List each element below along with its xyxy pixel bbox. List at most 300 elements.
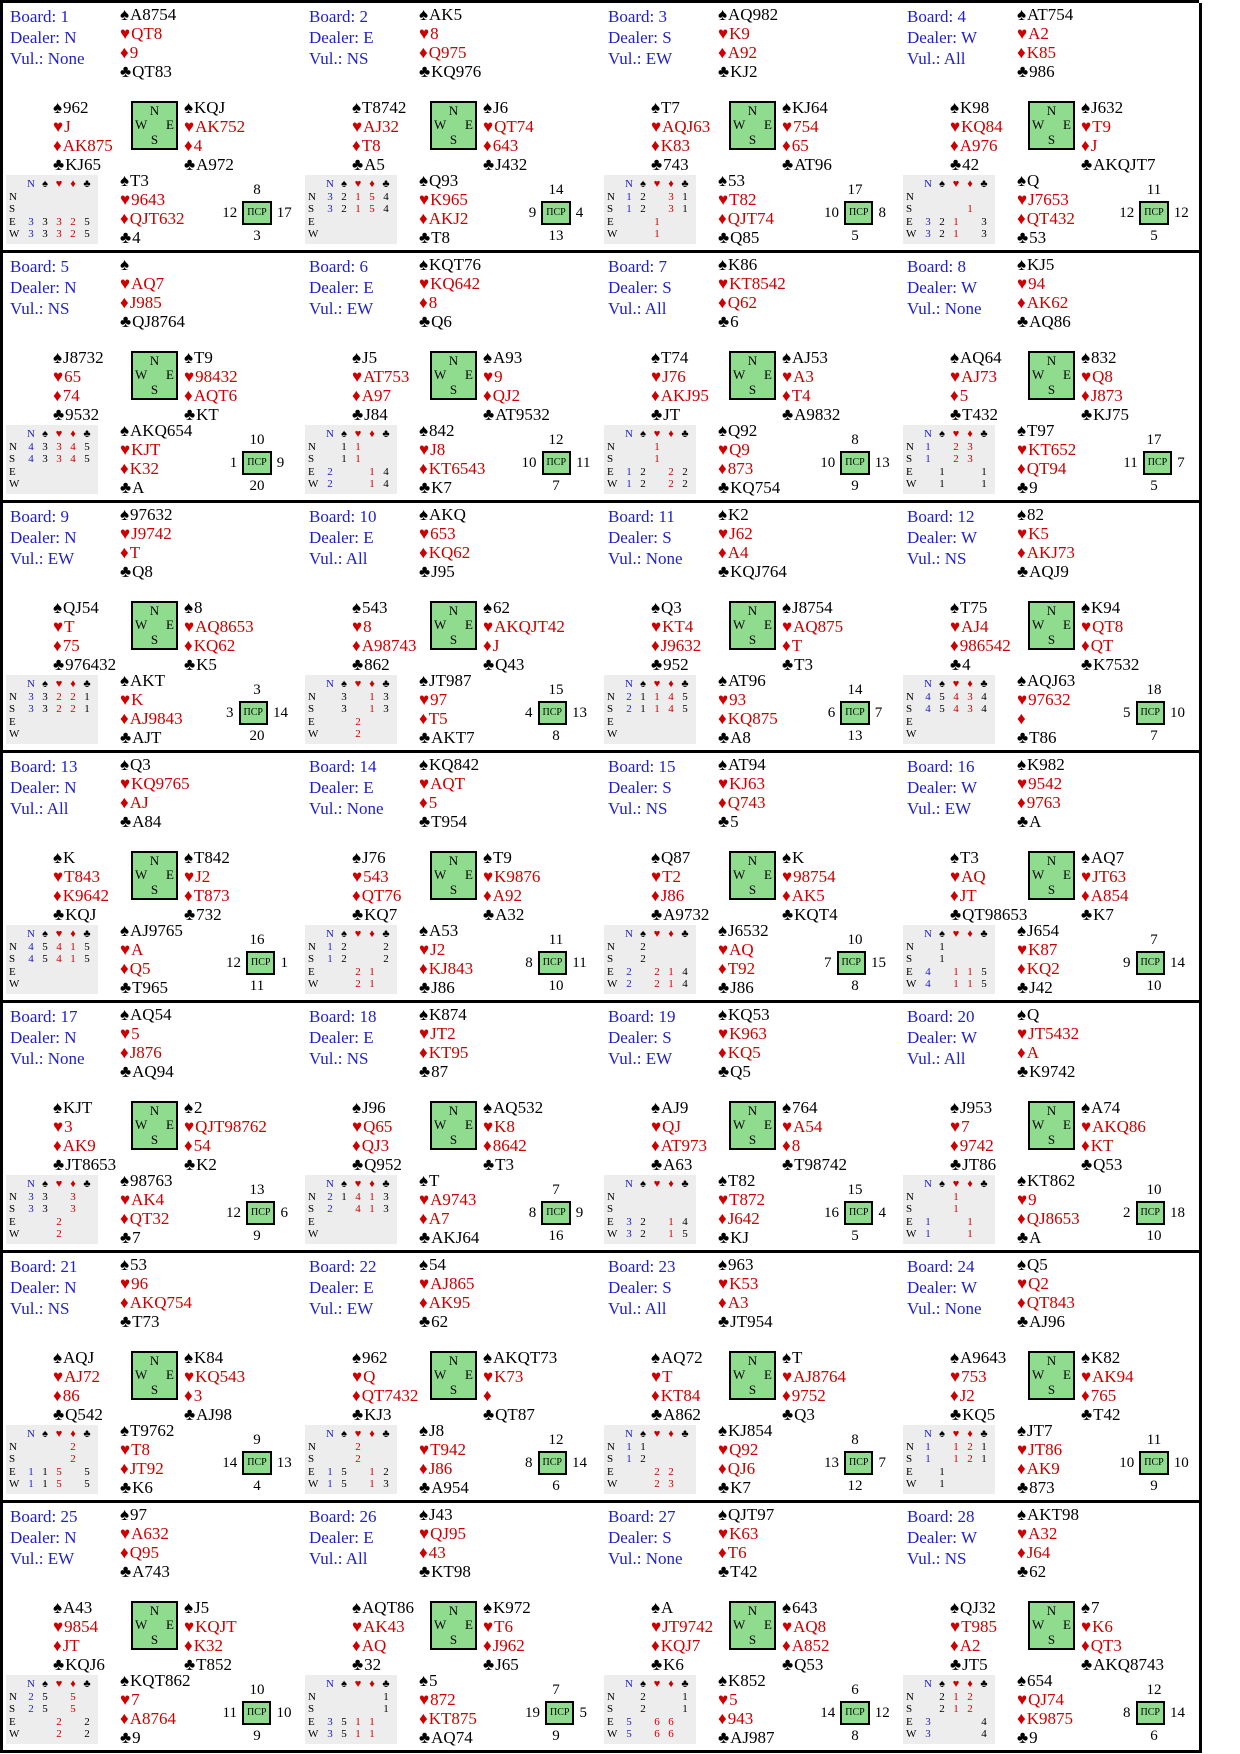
board-number-line bbox=[608, 1506, 683, 1527]
south-hearts-cards: J8 bbox=[430, 440, 446, 459]
north-spades-cards: K982 bbox=[1027, 755, 1065, 774]
club-icon: ♣ bbox=[419, 728, 431, 747]
dd-row-label-e: E bbox=[607, 465, 614, 478]
compass-west-label: W bbox=[135, 866, 148, 882]
dd-e-clubs: 2 bbox=[682, 465, 688, 478]
dd-e-hearts: 6 bbox=[654, 1715, 660, 1728]
hcp-south: 16 bbox=[548, 1228, 564, 1244]
board-info bbox=[309, 756, 384, 819]
dd-w-clubs: 4 bbox=[383, 478, 389, 490]
dd-s-hearts bbox=[351, 1703, 365, 1716]
dd-header-notrump: N bbox=[625, 678, 633, 690]
club-icon: ♣ bbox=[651, 1405, 663, 1424]
dd-w-nt bbox=[24, 478, 38, 491]
dd-e-spades bbox=[935, 716, 949, 729]
spade-icon: ♠ bbox=[419, 5, 429, 24]
dd-w-diamonds: 1 bbox=[967, 1228, 973, 1240]
diamond-icon: ♦ bbox=[184, 136, 193, 155]
east-diamonds bbox=[782, 386, 840, 405]
dd-header-notrump: N bbox=[27, 1678, 35, 1690]
dd-w-clubs bbox=[379, 228, 393, 241]
compass-rose bbox=[131, 101, 178, 150]
dd-header-notrump: N bbox=[27, 1428, 35, 1440]
dd-e-clubs bbox=[678, 216, 692, 229]
dd-e-clubs bbox=[977, 1216, 991, 1229]
east-hearts-cards: AQ8653 bbox=[195, 617, 254, 636]
west-diamonds bbox=[53, 1386, 103, 1405]
west-diamonds bbox=[651, 1136, 707, 1155]
dd-header-notrump: N bbox=[924, 1178, 932, 1190]
east-hearts-cards: KQJT bbox=[195, 1617, 237, 1636]
compass-west-label: W bbox=[434, 866, 447, 882]
north-hand bbox=[419, 5, 481, 81]
hcp-south: 9 bbox=[253, 1728, 261, 1744]
vul-label: Vul.: bbox=[10, 549, 44, 568]
dd-corner bbox=[308, 428, 323, 441]
diamond-icon: ♦ bbox=[668, 928, 674, 940]
heart-icon: ♥ bbox=[1017, 1690, 1028, 1709]
east-spades-cards: K82 bbox=[1091, 1348, 1121, 1367]
hcp-cross bbox=[1112, 681, 1196, 745]
diamond-icon: ♦ bbox=[120, 1709, 129, 1728]
heart-icon: ♥ bbox=[718, 1440, 729, 1459]
board-label: Board: bbox=[10, 1257, 57, 1276]
diamond-icon: ♦ bbox=[70, 678, 76, 690]
diamond-icon: ♦ bbox=[419, 209, 428, 228]
hcp-north: 17 bbox=[847, 182, 863, 198]
dealer-value: W bbox=[960, 1528, 978, 1547]
dd-row-label-s: S bbox=[607, 453, 614, 465]
dd-header-notrump: N bbox=[625, 1178, 633, 1190]
spade-icon: ♠ bbox=[1081, 1598, 1091, 1617]
east-hand bbox=[483, 848, 540, 924]
vul-label: Vul.: bbox=[907, 799, 941, 818]
south-diamonds bbox=[1017, 959, 1060, 978]
east-hearts bbox=[1081, 617, 1139, 636]
dd-n-spades: 1 bbox=[640, 690, 646, 703]
club-icon: ♣ bbox=[352, 655, 364, 674]
west-hearts bbox=[651, 867, 709, 886]
dd-w-diamonds bbox=[963, 1728, 977, 1741]
east-hearts bbox=[1081, 117, 1156, 136]
hcp-north: 3 bbox=[253, 682, 261, 698]
south-hearts bbox=[718, 440, 780, 459]
diamond-icon: ♦ bbox=[419, 43, 428, 62]
east-diamonds bbox=[184, 1386, 245, 1405]
dd-e-spades: 2 bbox=[640, 465, 646, 478]
west-hearts bbox=[352, 617, 416, 636]
diamond-icon: ♦ bbox=[782, 636, 791, 655]
diamond-icon: ♦ bbox=[651, 386, 660, 405]
hcp-middle-row bbox=[813, 201, 897, 225]
north-spades bbox=[419, 505, 470, 524]
diamond-icon: ♦ bbox=[718, 959, 727, 978]
north-diamonds-cards: 9763 bbox=[1026, 793, 1061, 812]
south-clubs-cards: AJ987 bbox=[730, 1728, 775, 1747]
dd-row-label-w: W bbox=[308, 478, 319, 490]
board-info bbox=[608, 756, 676, 819]
dd-s-spades bbox=[935, 453, 949, 466]
heart-icon: ♥ bbox=[950, 1617, 961, 1636]
dd-s-spades: 1 bbox=[341, 453, 347, 465]
spade-icon: ♠ bbox=[341, 1428, 347, 1440]
dd-e-diamonds bbox=[664, 216, 678, 229]
board-cell bbox=[900, 1253, 1202, 1503]
dd-w-hearts bbox=[949, 1228, 963, 1241]
club-icon: ♣ bbox=[352, 155, 364, 174]
north-hearts bbox=[120, 1524, 170, 1543]
south-diamonds-cards: J86 bbox=[428, 1459, 453, 1478]
heart-icon: ♥ bbox=[354, 428, 362, 440]
spade-icon: ♠ bbox=[120, 1255, 130, 1274]
compass-north-label: N bbox=[747, 853, 758, 868]
north-spades-cards: KQ53 bbox=[728, 1005, 770, 1024]
east-clubs-cards: AKQ8743 bbox=[1093, 1655, 1164, 1674]
dd-e-clubs: 5 bbox=[981, 965, 987, 978]
west-hearts-cards: KT4 bbox=[662, 617, 694, 636]
hcp-south: 9 bbox=[552, 1728, 560, 1744]
hcp-south: 8 bbox=[851, 1728, 859, 1744]
club-icon: ♣ bbox=[980, 678, 988, 690]
compass-west-label: W bbox=[1032, 116, 1045, 132]
dd-e-clubs: 3 bbox=[981, 215, 987, 228]
north-clubs bbox=[120, 312, 185, 331]
dd-e-clubs: 4 bbox=[682, 965, 688, 978]
compass-north-label: N bbox=[149, 103, 160, 118]
vul-label: Vul.: bbox=[907, 1549, 941, 1568]
dd-w-diamonds bbox=[963, 228, 977, 241]
north-diamonds bbox=[718, 1043, 770, 1062]
south-hand bbox=[1017, 171, 1075, 247]
east-clubs-cards: AJ98 bbox=[196, 1405, 233, 1424]
dd-s-clubs: 5 bbox=[84, 953, 90, 965]
club-icon: ♣ bbox=[419, 478, 431, 497]
compass-west-label: W bbox=[434, 616, 447, 632]
south-spades bbox=[120, 1171, 173, 1190]
north-clubs bbox=[120, 812, 190, 831]
east-hand bbox=[483, 98, 534, 174]
diamond-icon: ♦ bbox=[120, 1543, 129, 1562]
west-hearts-cards: AK43 bbox=[363, 1617, 405, 1636]
north-diamonds-cards: 5 bbox=[428, 793, 438, 812]
west-hearts-cards: AJ4 bbox=[961, 617, 989, 636]
east-clubs-cards: KQT4 bbox=[794, 905, 838, 924]
west-hearts bbox=[651, 617, 701, 636]
west-spades bbox=[651, 1598, 713, 1617]
north-diamonds-cards: 8 bbox=[428, 293, 438, 312]
dd-row-label-s: S bbox=[308, 203, 315, 215]
compass-rose bbox=[1028, 101, 1075, 150]
spade-icon: ♠ bbox=[640, 678, 646, 690]
east-hand bbox=[184, 1598, 237, 1674]
dd-s-hearts: 1 bbox=[355, 453, 361, 465]
west-diamonds bbox=[53, 636, 116, 655]
dd-w-diamonds: 2 bbox=[70, 228, 76, 240]
dd-w-clubs: 5 bbox=[84, 1478, 90, 1490]
compass-west-label: W bbox=[135, 1616, 148, 1632]
hcp-east: 14 bbox=[1169, 1705, 1185, 1721]
compass-north-label: N bbox=[448, 853, 459, 868]
south-clubs-cards: T8 bbox=[431, 228, 451, 247]
diamond-icon: ♦ bbox=[782, 136, 791, 155]
board-info bbox=[608, 256, 672, 319]
dd-e-hearts bbox=[949, 716, 963, 729]
dd-w-nt: 1 bbox=[626, 478, 632, 490]
north-diamonds bbox=[120, 793, 190, 812]
dd-e-spades bbox=[38, 1716, 52, 1729]
diamond-icon: ♦ bbox=[967, 428, 973, 440]
vul-line bbox=[907, 298, 982, 319]
heart-icon: ♥ bbox=[53, 867, 64, 886]
dd-w-clubs: 4 bbox=[682, 978, 688, 990]
east-spades bbox=[483, 348, 550, 367]
dd-s-nt bbox=[323, 453, 337, 466]
dd-e-nt bbox=[323, 1216, 337, 1229]
north-clubs-cards: 6 bbox=[730, 312, 739, 331]
board-cell bbox=[302, 1253, 604, 1503]
board-info bbox=[10, 256, 77, 319]
dd-row-label-n: N bbox=[906, 1190, 914, 1203]
north-spades-cards: KQT76 bbox=[429, 255, 481, 274]
club-icon: ♣ bbox=[1081, 905, 1093, 924]
vul-value: EW bbox=[47, 1549, 75, 1568]
south-diamonds bbox=[718, 959, 769, 978]
east-diamonds-cards: KQ62 bbox=[193, 636, 236, 655]
south-hearts bbox=[718, 940, 769, 959]
board-number-line bbox=[309, 1256, 377, 1277]
south-spades bbox=[718, 671, 778, 690]
dd-e-diamonds: 1 bbox=[369, 965, 375, 978]
north-diamonds bbox=[120, 293, 185, 312]
east-spades-cards: AJ53 bbox=[792, 348, 828, 367]
double-dummy-table bbox=[903, 1675, 995, 1744]
dd-n-clubs: 1 bbox=[383, 1690, 389, 1703]
north-diamonds-cards: T6 bbox=[727, 1543, 747, 1562]
dd-row-label-w: W bbox=[308, 978, 319, 990]
south-spades-cards: 5 bbox=[429, 1671, 438, 1690]
dd-w-clubs bbox=[80, 978, 94, 991]
spade-icon: ♠ bbox=[352, 1598, 362, 1617]
heart-icon: ♥ bbox=[718, 1274, 729, 1293]
board-label: Board: bbox=[10, 757, 57, 776]
dd-e-hearts bbox=[650, 1216, 664, 1229]
east-hand bbox=[782, 1098, 847, 1174]
south-hearts bbox=[1017, 1190, 1080, 1209]
heart-icon: ♥ bbox=[718, 940, 729, 959]
board-cell bbox=[601, 503, 903, 753]
diamond-icon: ♦ bbox=[419, 1043, 428, 1062]
dd-header-notrump: N bbox=[924, 928, 932, 940]
heart-icon: ♥ bbox=[1017, 774, 1028, 793]
compass-south-label: S bbox=[1047, 132, 1056, 147]
dd-e-hearts bbox=[650, 716, 664, 729]
spade-icon: ♠ bbox=[718, 755, 728, 774]
compass-rose bbox=[729, 1601, 776, 1650]
hcp-middle-row bbox=[215, 1201, 299, 1225]
club-icon: ♣ bbox=[1081, 655, 1093, 674]
club-icon: ♣ bbox=[419, 1312, 431, 1331]
dd-n-diamonds bbox=[963, 191, 977, 204]
dealer-value: W bbox=[960, 278, 978, 297]
north-hand bbox=[718, 5, 778, 81]
spade-icon: ♠ bbox=[53, 348, 63, 367]
diamond-icon: ♦ bbox=[718, 1543, 727, 1562]
west-hearts-cards: 65 bbox=[64, 367, 82, 386]
east-clubs-cards: T98742 bbox=[794, 1155, 848, 1174]
dealer-label: Dealer: bbox=[608, 1028, 659, 1047]
diamond-icon: ♦ bbox=[120, 459, 129, 478]
compass-west-label: W bbox=[135, 1116, 148, 1132]
dd-row-label-n: N bbox=[308, 1440, 316, 1453]
dd-s-hearts bbox=[949, 203, 963, 216]
dd-s-diamonds: 3 bbox=[70, 1203, 76, 1215]
north-spades-cards: AKQ bbox=[429, 505, 466, 524]
west-hand bbox=[950, 1098, 996, 1174]
west-hearts-cards: QJ bbox=[662, 1117, 681, 1136]
east-hearts bbox=[483, 867, 540, 886]
north-diamonds-cards: A3 bbox=[727, 1293, 749, 1312]
dd-header-notrump: N bbox=[27, 928, 35, 940]
dd-row-label-s: S bbox=[607, 703, 614, 715]
club-icon: ♣ bbox=[352, 1155, 364, 1174]
dd-row-label-s: S bbox=[906, 1703, 913, 1715]
dd-n-diamonds bbox=[664, 1441, 678, 1454]
west-clubs bbox=[950, 1405, 1006, 1424]
dd-e-spades: 2 bbox=[939, 215, 945, 228]
west-clubs bbox=[950, 905, 1027, 924]
dd-w-diamonds bbox=[66, 728, 80, 741]
west-hearts-cards: Q65 bbox=[363, 1117, 393, 1136]
west-hand bbox=[352, 598, 416, 674]
dd-header-notrump: N bbox=[326, 1178, 334, 1190]
diamond-icon: ♦ bbox=[120, 1209, 129, 1228]
east-diamonds bbox=[782, 136, 832, 155]
hcp-box: ПСР bbox=[840, 451, 869, 475]
dd-e-diamonds bbox=[66, 716, 80, 729]
hcp-box: ПСР bbox=[538, 951, 567, 975]
dd-w-diamonds: 1 bbox=[369, 478, 375, 490]
diamond-icon: ♦ bbox=[53, 136, 62, 155]
east-clubs-cards: T852 bbox=[196, 1655, 233, 1674]
east-hand bbox=[1081, 98, 1156, 174]
east-hearts bbox=[483, 117, 534, 136]
vul-label: Vul.: bbox=[309, 1549, 343, 1568]
heart-icon: ♥ bbox=[952, 428, 960, 440]
dealer-line bbox=[309, 27, 374, 48]
hcp-middle-row bbox=[514, 451, 598, 475]
dd-row-label-e: E bbox=[906, 715, 913, 728]
board-cell bbox=[302, 3, 604, 253]
heart-icon: ♥ bbox=[1017, 690, 1028, 709]
dd-w-clubs bbox=[379, 1228, 393, 1241]
vul-line bbox=[907, 48, 977, 69]
hcp-east: 18 bbox=[1169, 1205, 1185, 1221]
west-hearts-cards: T bbox=[662, 1367, 673, 1386]
double-dummy-table bbox=[6, 1425, 98, 1494]
spade-icon: ♠ bbox=[120, 171, 130, 190]
heart-icon: ♥ bbox=[184, 117, 195, 136]
dd-e-nt: 3 bbox=[327, 1715, 333, 1728]
vul-label: Vul.: bbox=[10, 1049, 44, 1068]
west-diamonds bbox=[950, 636, 1011, 655]
hcp-east: 14 bbox=[1169, 955, 1185, 971]
hcp-east: 17 bbox=[276, 205, 292, 221]
diamond-icon: ♦ bbox=[651, 1636, 660, 1655]
spade-icon: ♠ bbox=[718, 421, 728, 440]
hcp-north: 18 bbox=[1146, 682, 1162, 698]
dealer-line bbox=[608, 1277, 676, 1298]
club-icon: ♣ bbox=[950, 1655, 962, 1674]
dd-w-hearts bbox=[351, 1478, 365, 1491]
north-clubs-cards: KQJ764 bbox=[730, 562, 787, 581]
compass-rose bbox=[430, 351, 477, 400]
hcp-box: ПСР bbox=[1136, 701, 1165, 725]
club-icon: ♣ bbox=[980, 1178, 988, 1190]
west-clubs-cards: 32 bbox=[364, 1655, 382, 1674]
dd-s-nt: 3 bbox=[327, 203, 333, 215]
compass-west-label: W bbox=[1032, 1616, 1045, 1632]
dd-row-label-s: S bbox=[308, 453, 315, 465]
dd-n-diamonds: 3 bbox=[668, 190, 674, 203]
heart-icon: ♥ bbox=[1081, 617, 1092, 636]
dealer-line bbox=[608, 1527, 683, 1548]
west-diamonds bbox=[651, 886, 709, 905]
east-clubs bbox=[184, 1155, 267, 1174]
diamond-icon: ♦ bbox=[718, 793, 727, 812]
south-spades-cards: KT862 bbox=[1027, 1171, 1076, 1190]
dd-w-spades: 1 bbox=[939, 1478, 945, 1490]
compass-south-label: S bbox=[449, 1132, 458, 1147]
west-diamonds-cards: 74 bbox=[62, 386, 80, 405]
south-spades bbox=[718, 421, 780, 440]
dd-e-spades: 5 bbox=[341, 1465, 347, 1478]
hcp-cross bbox=[215, 931, 299, 995]
vul-value: NS bbox=[645, 799, 668, 818]
heart-icon: ♥ bbox=[184, 1367, 195, 1386]
heart-icon: ♥ bbox=[950, 367, 961, 386]
east-spades bbox=[1081, 1348, 1134, 1367]
compass-north-label: N bbox=[149, 603, 160, 618]
south-clubs-cards: KQ754 bbox=[730, 478, 781, 497]
dd-s-clubs: 4 bbox=[981, 703, 987, 715]
compass-south-label: S bbox=[748, 1632, 757, 1647]
compass-west-label: W bbox=[733, 1366, 746, 1382]
north-spades bbox=[120, 5, 176, 24]
dd-header-notrump: N bbox=[625, 1678, 633, 1690]
south-diamonds bbox=[419, 1459, 469, 1478]
south-clubs bbox=[120, 1728, 190, 1747]
dd-e-clubs bbox=[80, 1216, 94, 1229]
dealer-line bbox=[608, 27, 672, 48]
west-diamonds bbox=[651, 136, 710, 155]
dd-w-clubs bbox=[977, 1228, 991, 1241]
dd-n-hearts bbox=[949, 191, 963, 204]
south-clubs bbox=[1017, 728, 1075, 747]
dd-row-label-s: S bbox=[9, 1703, 16, 1715]
north-clubs bbox=[120, 1562, 170, 1581]
south-diamonds bbox=[120, 459, 192, 478]
board-label: Board: bbox=[608, 1507, 655, 1526]
dd-w-diamonds bbox=[66, 1728, 80, 1741]
dd-s-diamonds bbox=[664, 1453, 678, 1466]
club-icon: ♣ bbox=[120, 1478, 132, 1497]
club-icon: ♣ bbox=[83, 1428, 91, 1440]
east-spades-cards: AKQT73 bbox=[493, 1348, 558, 1367]
south-diamonds-cards: 943 bbox=[727, 1709, 754, 1728]
dd-e-diamonds bbox=[66, 966, 80, 979]
hcp-north: 9 bbox=[253, 1432, 261, 1448]
south-clubs-cards: 9 bbox=[1029, 1728, 1038, 1747]
